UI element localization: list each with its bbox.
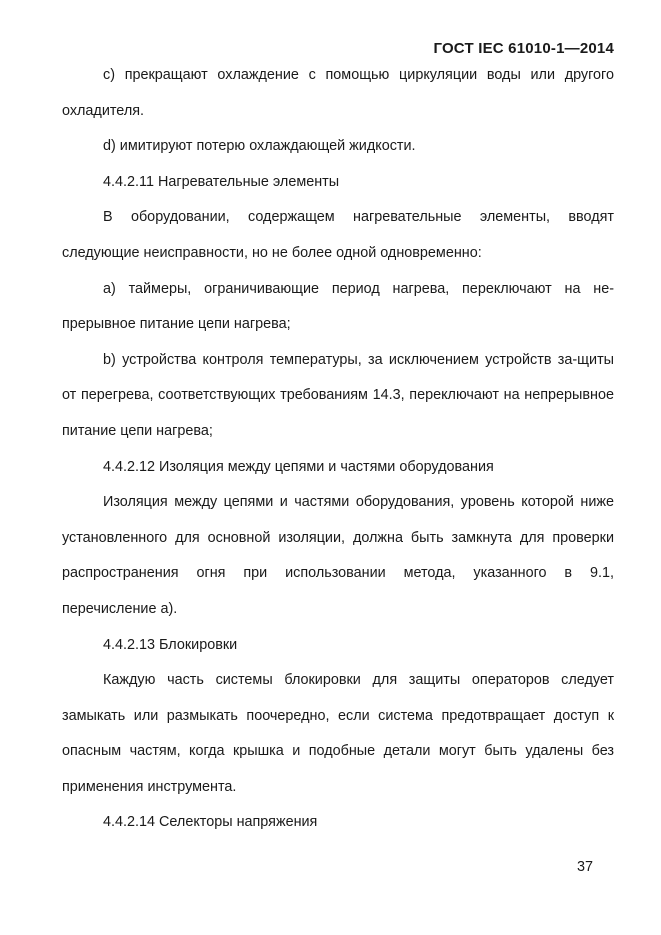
paragraph-item-b: b) устройства контроля температуры, за исключением устройств за-щиты от перегрева, соответствующих требованиям 14.3, переключают на непрерывное питание цепи нагрева; [62,351,614,439]
standard-header: ГОСТ IEC 61010-1—2014 [433,40,614,57]
paragraph-interlocks: Каждую часть системы блокировки для защиты операторов следует замыкать или размыкать поочередно, если система предотвращает доступ к опасным частям, когда крышка и подобные детали могут быть удалены без применения инструмента. [62,672,614,795]
paragraph-insulation: Изоляция между цепями и частями оборудования, уровень которой ниже установленного для основной изоляции, должна быть замкнута для проверки распространения огня при использовании метода, указанного в 9.1, перечисление a). [62,494,614,617]
section-heading-4-4-2-14: 4.4.2.14 Селекторы напряжения [103,814,318,831]
paragraph-item-a: a) таймеры, ограничивающие период нагрева, переключают на не-прерывное питание цепи нагрева; [62,280,614,333]
section-heading-4-4-2-12: 4.4.2.12 Изоляция между цепями и частями оборудования [103,458,494,475]
section-heading-4-4-2-11: 4.4.2.11 Нагревательные элементы [103,173,340,190]
paragraph-heating-intro: В оборудовании, содержащем нагревательные элементы, вводят следующие неисправности, но не более одной одновременно: [62,209,614,261]
page-number: 37 [576,859,593,875]
body-text [62,58,614,841]
paragraph-item-c: c) прекращают охлаждение с помощью циркуляции воды или другого охладителя. [62,67,614,119]
section-heading-4-4-2-13: 4.4.2.13 Блокировки [103,636,238,653]
paragraph-item-d: d) имитируют потерю охлаждающей жидкости. [103,138,416,155]
